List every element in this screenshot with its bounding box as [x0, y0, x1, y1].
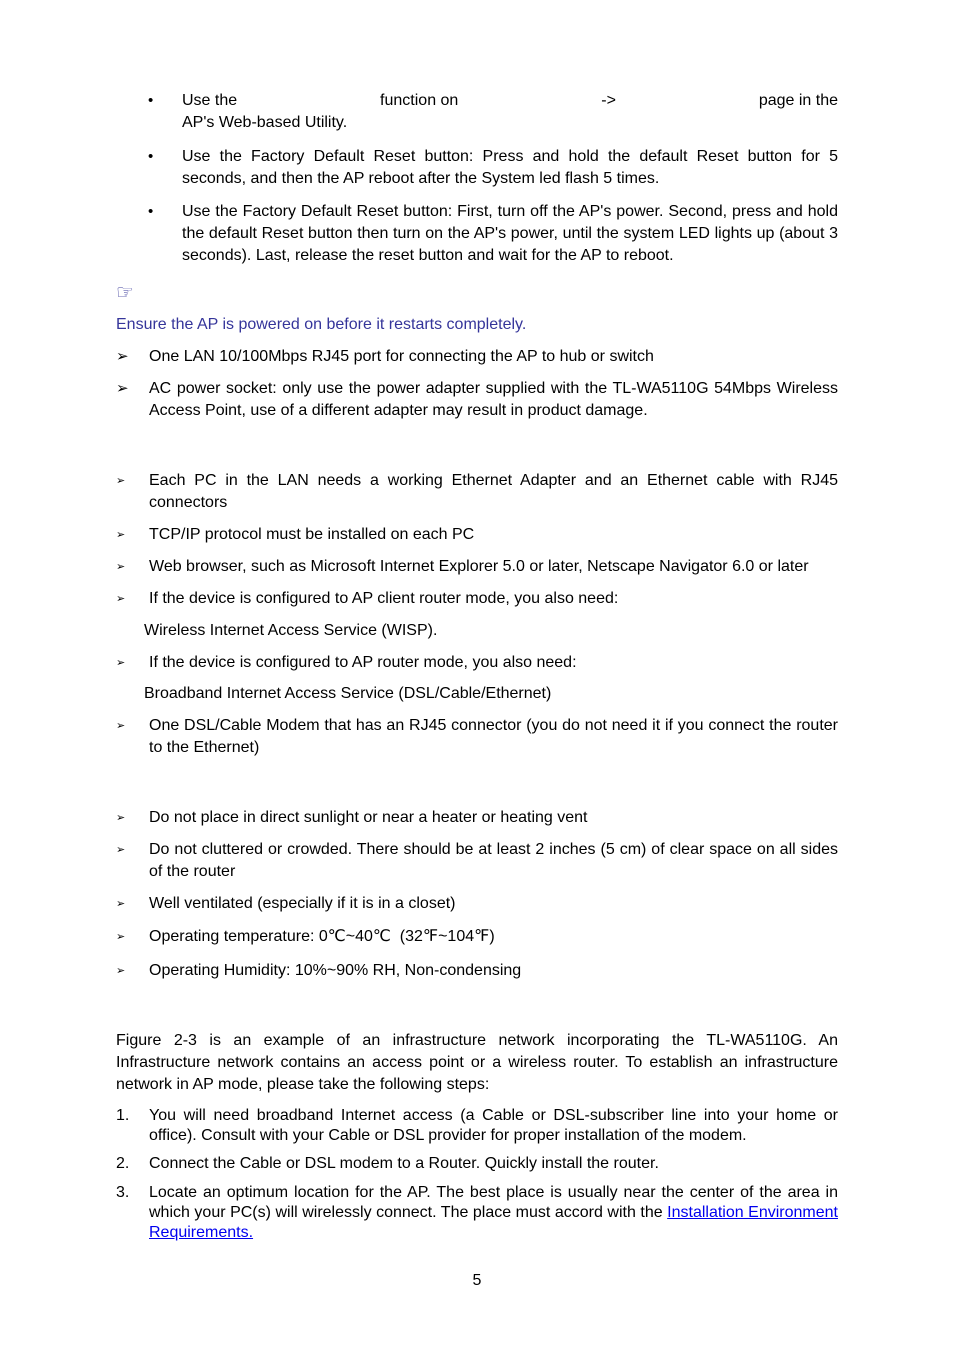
arrow-bullet-icon: ➢	[116, 720, 126, 732]
environment-space: Do not cluttered or crowded. There should be at least 2 inches (5 cm) of clear space on all sides of the router	[149, 841, 838, 880]
reset-method-1-line2: AP's Web-based Utility.	[182, 114, 348, 131]
environment-ventilation: Well ventilated (especially if it is in a closet)	[149, 895, 456, 912]
requirement-router-sub: Broadband Internet Access Service (DSL/Cable/Ethernet)	[144, 685, 552, 702]
reset-method-1-word3: ->	[601, 92, 616, 109]
environment-sunlight: Do not place in direct sunlight or near a heater or heating vent	[149, 809, 588, 826]
reset-method-2: Use the Factory Default Reset button: Press and hold the default Reset button for 5 seconds, and then the AP reboot after the System led flash 5 times.	[182, 148, 838, 187]
reset-method-1-word1: Use the	[182, 92, 238, 109]
bullet-icon: •	[148, 92, 154, 109]
reset-method-1	[182, 90, 838, 134]
arrow-bullet-icon: ➢	[116, 965, 126, 977]
pointing-hand-icon: ☞	[116, 282, 134, 304]
arrow-bullet-icon: ➢	[116, 348, 129, 365]
note-text: Ensure the AP is powered on before it restarts completely.	[116, 316, 527, 333]
requirement-modem: One DSL/Cable Modem that has an RJ45 connector (you do not need it if you connect the router to the Ethernet)	[149, 717, 838, 756]
infrastructure-step-3	[149, 1183, 838, 1243]
environment-humidity: Operating Humidity: 10%~90% RH, Non-condensing	[149, 962, 522, 979]
infrastructure-step-1: You will need broadband Internet access (a Cable or DSL-subscriber line into your home or office). Consult with your Cable or DSL provider for proper installation of the modem.	[149, 1107, 838, 1144]
bullet-icon: •	[148, 203, 154, 220]
arrow-bullet-icon: ➢	[116, 529, 126, 541]
requirement-tcpip: TCP/IP protocol must be installed on each PC	[149, 526, 475, 543]
port-item-power: AC power socket: only use the power adapter supplied with the TL-WA5110G 54Mbps Wireless Access Point, use of a different adapter may result in product damage.	[149, 380, 838, 419]
reset-method-1-word2: function on	[380, 92, 459, 109]
environment-temperature: Operating temperature: 0℃~40℃ (32℉~104℉)	[149, 928, 495, 945]
page-number: 5	[472, 1272, 482, 1289]
requirement-ethernet: Each PC in the LAN needs a working Ethernet Adapter and an Ethernet cable with RJ45 connectors	[149, 472, 838, 511]
infrastructure-step-2: Connect the Cable or DSL modem to a Router. Quickly install the router.	[149, 1155, 659, 1172]
arrow-bullet-icon: ➢	[116, 593, 126, 605]
step-number: 1.	[116, 1107, 130, 1124]
installation-requirements-link[interactable]: Installation Environment Requirements.	[149, 1204, 838, 1241]
arrow-bullet-icon: ➢	[116, 475, 126, 487]
requirement-router: If the device is configured to AP router mode, you also need:	[149, 654, 577, 671]
arrow-bullet-icon: ➢	[116, 844, 126, 856]
step-number: 2.	[116, 1155, 130, 1172]
arrow-bullet-icon: ➢	[116, 657, 126, 669]
infrastructure-intro: Figure 2-3 is an example of an infrastructure network incorporating the TL-WA5110G. An Infrastructure network contains an access point or a wireless router. To establish an infrastructure network in AP mode, please take the following steps:	[116, 1032, 838, 1093]
arrow-bullet-icon: ➢	[116, 380, 129, 397]
requirement-browser: Web browser, such as Microsoft Internet Explorer 5.0 or later, Netscape Navigator 6.0 or later	[149, 558, 809, 575]
requirement-client-router: If the device is configured to AP client router mode, you also need:	[149, 590, 619, 607]
arrow-bullet-icon: ➢	[116, 812, 126, 824]
reset-method-3: Use the Factory Default Reset button: First, turn off the AP's power. Second, press and hold the default Reset button then turn on the AP's power, until the system LED lights up (about 3 seconds). Last, release the reset button and wait for the AP to reboot.	[182, 203, 838, 264]
arrow-bullet-icon: ➢	[116, 898, 126, 910]
bullet-icon: •	[148, 148, 154, 165]
port-item-lan: One LAN 10/100Mbps RJ45 port for connecting the AP to hub or switch	[149, 348, 654, 365]
arrow-bullet-icon: ➢	[116, 561, 126, 573]
step-number: 3.	[116, 1184, 130, 1201]
arrow-bullet-icon: ➢	[116, 931, 126, 943]
requirement-client-router-sub: Wireless Internet Access Service (WISP).	[144, 622, 438, 639]
reset-method-1-word4: page in the	[758, 92, 838, 109]
infrastructure-step-3-text: Locate an optimum location for the AP. The best place is usually near the center of the area in which your PC(s) will wirelessly connect. The place must accord with the	[149, 1184, 838, 1221]
